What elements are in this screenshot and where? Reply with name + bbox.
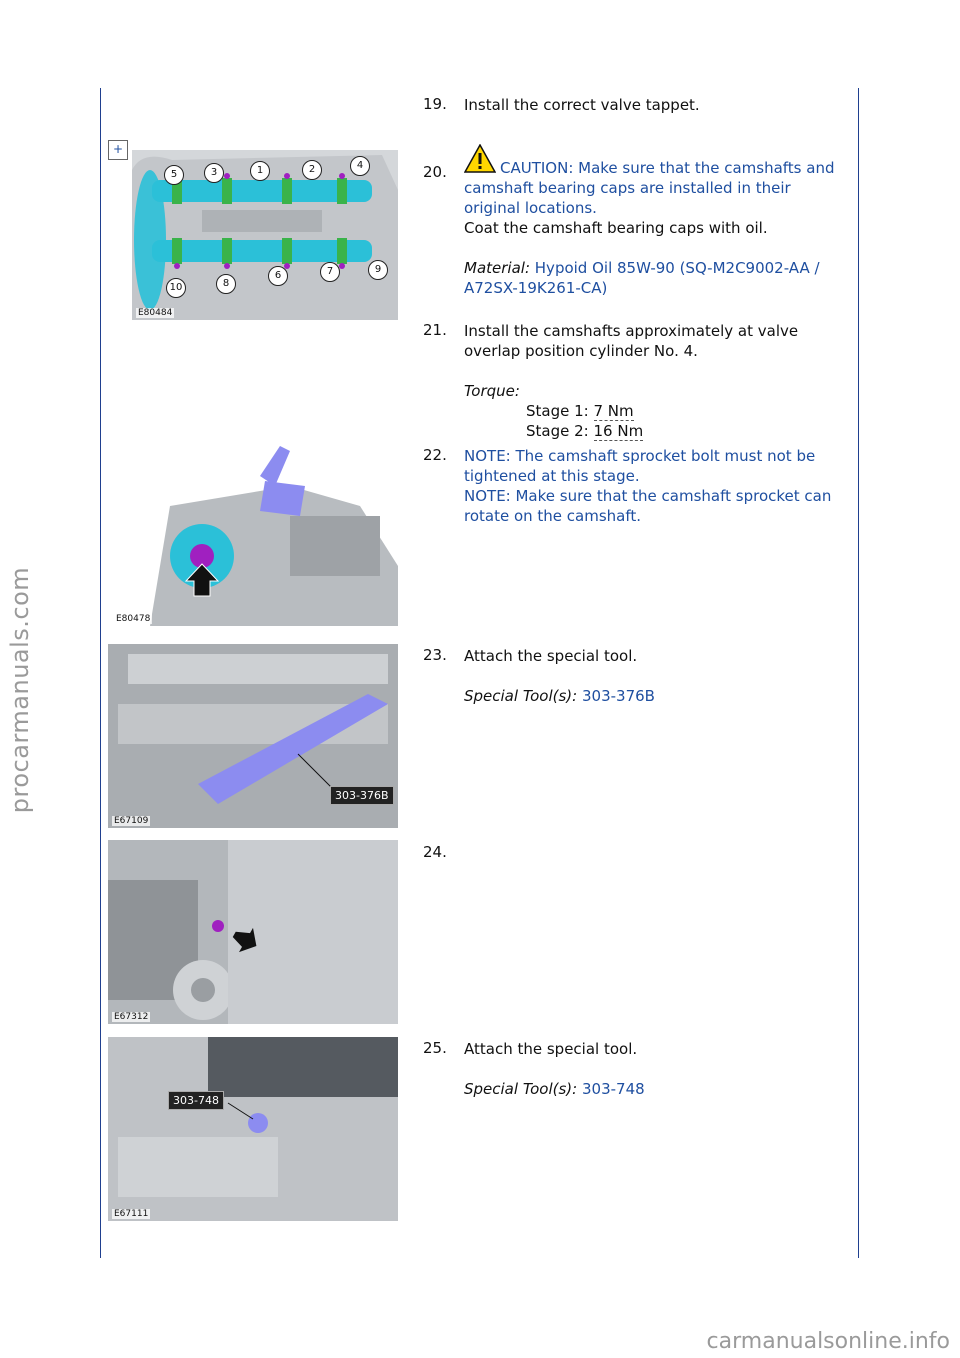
caution-text: CAUTION: Make sure that the camshafts and camshaft bearing caps are installed in their original locations. — [464, 159, 835, 217]
step-23-block — [464, 646, 844, 706]
figure-code: E67109 — [114, 816, 149, 826]
figure-camshafts — [132, 150, 398, 320]
callout-7: 7 — [320, 262, 340, 282]
step-20-number: 20. — [423, 163, 447, 181]
figure-sprocket — [110, 446, 398, 626]
note-2: NOTE: Make sure that the camshaft sprocket can rotate on the camshaft. — [464, 487, 832, 525]
tool-label: 303-748 — [168, 1091, 224, 1110]
tool-link[interactable]: 303-748 — [582, 1080, 645, 1098]
step-25-number: 25. — [423, 1039, 447, 1057]
step-22-number: 22. — [423, 446, 447, 464]
callout-4: 4 — [350, 156, 370, 176]
callout-3: 3 — [204, 163, 224, 183]
step-19-number: 19. — [423, 95, 447, 113]
zoom-icon[interactable]: + — [108, 140, 128, 160]
step-20-block — [464, 150, 844, 298]
material-link[interactable]: Hypoid Oil 85W-90 (SQ-M2C9002-AA / A72SX-19K261-CA) — [464, 259, 820, 297]
figure-code: E67111 — [114, 1209, 149, 1219]
stage-2-value: 16 Nm — [593, 422, 644, 440]
step-21-text: Install the camshafts approximately at valve overlap position cylinder No. 4. — [464, 322, 799, 360]
step-25-block — [464, 1039, 844, 1099]
engine-illustration — [108, 1037, 398, 1221]
side-watermark: procarmanuals.com — [6, 566, 34, 814]
step-21-number: 21. — [423, 321, 447, 339]
tool-label-text: Special Tool(s): — [464, 687, 578, 705]
engine-illustration — [110, 446, 398, 626]
bottom-watermark: carmanualsonline.info — [706, 1329, 950, 1354]
tool-link[interactable]: 303-376B — [582, 687, 655, 705]
figure-bolt — [108, 840, 398, 1024]
callout-1: 1 — [250, 161, 270, 181]
figure-tool-303-748 — [108, 1037, 398, 1221]
callout-8: 8 — [216, 274, 236, 294]
callout-9: 9 — [368, 260, 388, 280]
engine-illustration — [108, 840, 398, 1024]
torque-label: Torque: — [464, 382, 520, 400]
tool-label-text: Special Tool(s): — [464, 1080, 578, 1098]
callout-5: 5 — [164, 165, 184, 185]
figure-tool-303-376B — [108, 644, 398, 828]
stage-1-value: 7 Nm — [593, 402, 634, 420]
step-23-number: 23. — [423, 646, 447, 664]
step-24-number: 24. — [423, 843, 447, 861]
warning-triangle-icon — [464, 144, 496, 174]
callout-10: 10 — [166, 278, 186, 298]
right-rule — [858, 88, 859, 1258]
note-1: NOTE: The camshaft sprocket bolt must not be tightened at this stage. — [464, 447, 816, 485]
figure-code: E67312 — [114, 1012, 149, 1022]
material-label: Material: — [464, 259, 530, 277]
stage-2-label: Stage 2: — [526, 422, 589, 440]
left-rule — [100, 88, 101, 1258]
step-23-text: Attach the special tool. — [464, 647, 638, 665]
callout-6: 6 — [268, 266, 288, 286]
callout-2: 2 — [302, 160, 322, 180]
tool-label: 303-376B — [330, 786, 394, 805]
step-20-text: Coat the camshaft bearing caps with oil. — [464, 219, 768, 237]
step-22-block — [464, 446, 844, 526]
step-21-block — [464, 321, 844, 441]
figure-code: E80484 — [138, 308, 173, 318]
step-19-text: Install the correct valve tappet. — [464, 96, 700, 114]
stage-1-label: Stage 1: — [526, 402, 589, 420]
step-25-text: Attach the special tool. — [464, 1040, 638, 1058]
figure-code: E80478 — [116, 614, 151, 624]
